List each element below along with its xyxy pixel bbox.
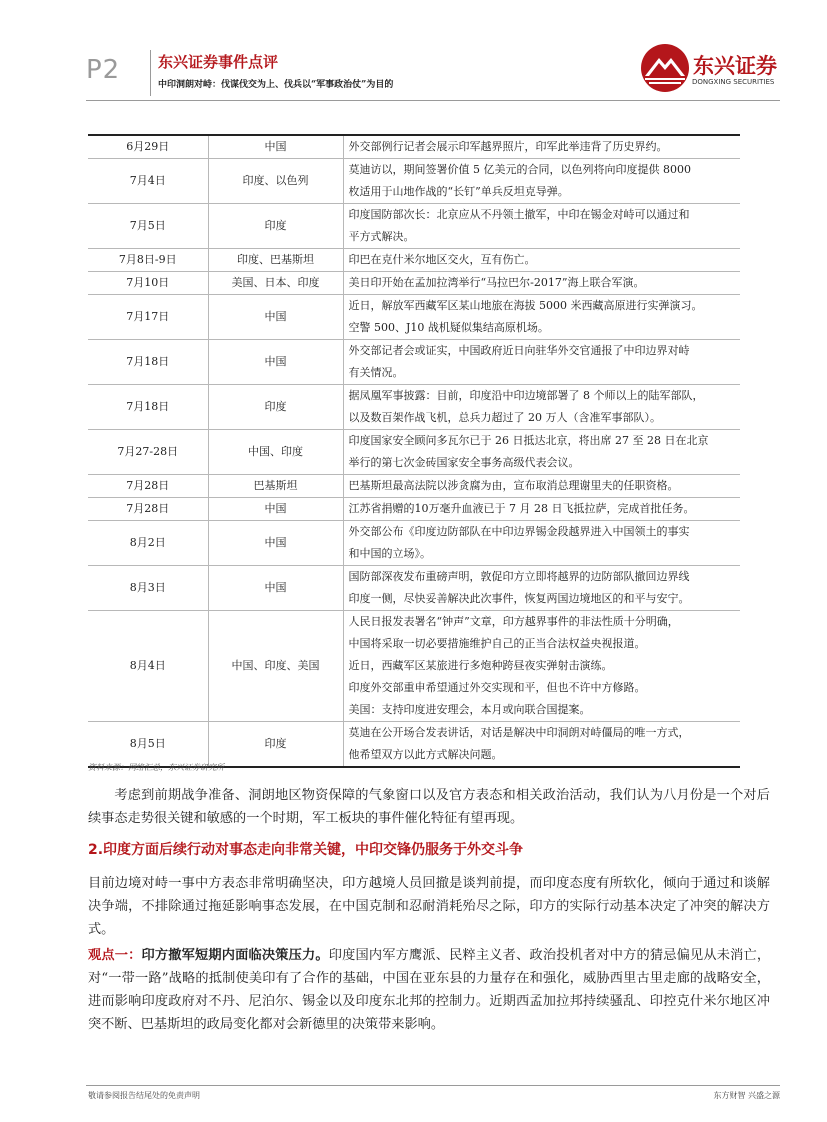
- table-row: [88, 135, 740, 159]
- table-source-note: 资料来源：网络汇总，东兴证券研究所: [88, 763, 224, 772]
- event-country: 中国: [208, 566, 343, 611]
- event-date: 7月10日: [88, 272, 208, 295]
- page-header: [0, 0, 827, 110]
- event-country: 中国: [208, 340, 343, 385]
- table-row: [88, 722, 740, 768]
- logo-name: 东兴证券: [693, 54, 777, 78]
- event-line: 空警 500、J10 战机疑似集结高原机场。: [348, 321, 549, 334]
- viewpoint-title: 印方撤军短期内面临决策压力。: [141, 948, 329, 963]
- event-country: 美国、日本、印度: [208, 272, 343, 295]
- table-row: [88, 272, 740, 295]
- logo-mark-icon: [640, 43, 690, 93]
- event-line: 印度国防部次长：北京应从不丹领土撤军，中印在锡金对峙可以通过和: [348, 208, 690, 221]
- table-row: [88, 249, 740, 272]
- table-row: [88, 340, 740, 385]
- event-date: 7月4日: [88, 159, 208, 204]
- footer-slogan: 东方财智 兴盛之源: [713, 1091, 780, 1100]
- event-description: [343, 475, 740, 498]
- paragraph-viewpoint-one: [88, 944, 770, 1036]
- event-line: 莫迪在公开场合发表讲话，对话是解决中印洞朗对峙僵局的唯一方式，: [348, 726, 690, 739]
- event-line: 他希望双方以此方式解决问题。: [348, 748, 503, 761]
- event-country: 中国: [208, 135, 343, 159]
- event-date: 7月28日: [88, 498, 208, 521]
- event-line: 举行的第七次金砖国家安全事务高级代表会议。: [348, 456, 580, 469]
- event-description: [343, 295, 740, 340]
- event-line: 和中国的立场》。: [348, 547, 431, 560]
- footer-rule: [86, 1085, 780, 1086]
- event-country: 巴基斯坦: [208, 475, 343, 498]
- event-country: 中国: [208, 295, 343, 340]
- event-date: 7月18日: [88, 385, 208, 430]
- event-date: 8月4日: [88, 611, 208, 722]
- event-line: 国防部深夜发布重磅声明，敦促印方立即将越界的边防部队撤回边界线: [348, 570, 690, 583]
- event-date: 6月29日: [88, 135, 208, 159]
- event-line: 印巴在克什米尔地区交火，互有伤亡。: [348, 253, 536, 266]
- event-country: 印度、以色列: [208, 159, 343, 204]
- logo-english-name: DONGXING SECURITIES: [692, 78, 775, 86]
- event-line: 有关情况。: [348, 366, 404, 379]
- event-line: 以及数百架作战飞机，总兵力超过了 20 万人（含准军事部队）。: [348, 411, 661, 424]
- table-row: [88, 498, 740, 521]
- event-country: 印度: [208, 722, 343, 768]
- header-rule: [86, 100, 780, 101]
- event-line: 莫迪访以，期间签署价值 5 亿美元的合同，以色列将向印度提供 8000: [348, 163, 691, 176]
- event-line: 印度一侧，尽快妥善解决此次事件，恢复两国边境地区的和平与安宁。: [348, 592, 690, 605]
- header-divider: [150, 50, 151, 96]
- event-date: 7月28日: [88, 475, 208, 498]
- event-date: 7月18日: [88, 340, 208, 385]
- event-description: [343, 521, 740, 566]
- event-date: 8月5日: [88, 722, 208, 768]
- table-row: [88, 385, 740, 430]
- table-row: [88, 204, 740, 249]
- page-number: P2: [86, 55, 121, 85]
- table-row: [88, 159, 740, 204]
- event-line: 外交部记者会或证实，中国政府近日向驻华外交官通报了中印边界对峙: [348, 344, 690, 357]
- event-date: 7月27-28日: [88, 430, 208, 475]
- event-description: [343, 611, 740, 722]
- event-description: [343, 566, 740, 611]
- events-table-body: [88, 135, 740, 767]
- event-country: 印度、巴基斯坦: [208, 249, 343, 272]
- section-heading: 2.印度方面后续行动对事态走向非常关键，中印交锋仍服务于外交斗争: [88, 842, 524, 858]
- paragraph-standoff: 目前边境对峙一事中方表态非常明确坚决，印方越境人员回撤是谈判前提，而印度态度有所软化，倾向于通过和谈解决争端，不排除通过拖延影响事态发展，在中国克制和忍耐消耗殆尽之际，印方的实际行动基本决定了冲突的解决方式。: [88, 876, 770, 937]
- event-description: [343, 272, 740, 295]
- footer-disclaimer: 敬请参阅报告结尾处的免责声明: [88, 1091, 200, 1100]
- event-line: 外交部例行记者会展示印军越界照片，印军此举违背了历史界约。: [348, 140, 668, 153]
- event-date: 8月3日: [88, 566, 208, 611]
- event-line: 近日，西藏军区某旅进行多炮种跨昼夜实弹射击演练。: [348, 659, 613, 672]
- event-line: 外交部公布《印度边防部队在中印边界锡金段越界进入中国领土的事实: [348, 525, 690, 538]
- event-line: 人民日报发表署名“钟声”文章，印方越界事件的非法性质十分明确，: [348, 615, 679, 628]
- event-date: 7月17日: [88, 295, 208, 340]
- table-row: [88, 475, 740, 498]
- event-date: 7月8日-9日: [88, 249, 208, 272]
- event-line: 美日印开始在孟加拉湾举行“马拉巴尔-2017”海上联合军演。: [348, 276, 645, 289]
- event-country: 中国、印度、美国: [208, 611, 343, 722]
- events-table: [88, 134, 740, 768]
- report-subtitle: 中印洞朗对峙：伐谋伐交为上、伐兵以“军事政治仗”为目的: [158, 80, 394, 90]
- event-line: 印度外交部重申希望通过外交实现和平，但也不许中方修路。: [348, 681, 646, 694]
- viewpoint-label: 观点一：: [88, 948, 142, 963]
- event-country: 印度: [208, 204, 343, 249]
- event-description: [343, 430, 740, 475]
- table-row: [88, 430, 740, 475]
- event-country: 中国、印度: [208, 430, 343, 475]
- event-country: 中国: [208, 498, 343, 521]
- event-description: [343, 249, 740, 272]
- event-country: 印度: [208, 385, 343, 430]
- event-description: [343, 340, 740, 385]
- event-line: 美国：支持印度进安理会，本月或向联合国提案。: [348, 703, 591, 716]
- table-row: [88, 295, 740, 340]
- event-description: [343, 385, 740, 430]
- event-line: 中国将采取一切必要措施维护自己的正当合法权益央视报道。: [348, 637, 646, 650]
- paragraph-outlook: 考虑到前期战争准备、洞朗地区物资保障的气象窗口以及官方表态和相关政治活动，我们认为八月份是一个对后续事态走势很关键和敏感的一个时期，军工板块的事件催化特征有望再现。: [88, 788, 770, 826]
- event-date: 7月5日: [88, 204, 208, 249]
- event-line: 巴基斯坦最高法院以涉贪腐为由，宣布取消总理谢里夫的任职资格。: [348, 479, 679, 492]
- event-date: 8月2日: [88, 521, 208, 566]
- report-title: 东兴证券事件点评: [158, 53, 279, 71]
- event-description: [343, 159, 740, 204]
- table-row: [88, 566, 740, 611]
- event-line: 印度国家安全顾问多瓦尔已于 26 日抵达北京，将出席 27 至 28 日在北京: [348, 434, 709, 447]
- table-row: [88, 521, 740, 566]
- company-logo: [640, 42, 780, 94]
- event-description: [343, 722, 740, 768]
- event-line: 枚适用于山地作战的“长钉”单兵反坦克导弹。: [348, 185, 569, 198]
- event-description: [343, 498, 740, 521]
- event-country: 中国: [208, 521, 343, 566]
- event-description: [343, 135, 740, 159]
- event-line: 平方式解决。: [348, 230, 415, 243]
- event-description: [343, 204, 740, 249]
- event-line: 据凤凰军事披露：目前，印度沿中印边境部署了 8 个师以上的陆军部队，: [348, 389, 704, 402]
- table-row: [88, 611, 740, 722]
- event-line: 近日，解放军西藏军区某山地旅在海拔 5000 米西藏高原进行实弹演习。: [348, 299, 703, 312]
- event-line: 江苏省捐赠的10万毫升血液已于 7 月 28 日飞抵拉萨，完成首批任务。: [348, 502, 695, 515]
- viewpoint-text: 印度国内军方鹰派、民粹主义者、政治投机者对中方的猜忌偏见从未消亡，对“一带一路”战略的抵制使美印有了合作的基础，中国在亚东县的力量存在和强化，威胁西里古里走廊的战略安全，进而影响印度政府对不丹、尼泊尔、锡金以及印度东北邦的控制力。近期西孟加拉邦持续骚乱、印控克什米尔地区冲突不断、巴基斯坦的政局变化都对会新德里的决策带来影响。: [88, 948, 771, 1032]
